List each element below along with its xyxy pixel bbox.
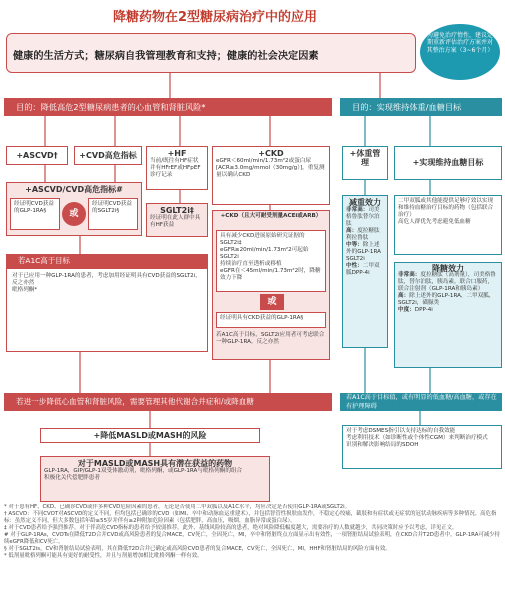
ckd-bullet-1: eGFR≥20ml/min/1.73m²2可起始SGLT2i — [220, 247, 309, 260]
support-bullets-box — [342, 425, 502, 469]
a1c-left-bullet-2: 吡格列酮* — [12, 287, 38, 293]
a1c-left-band: 若A1C高于目标 — [6, 254, 208, 268]
footnote-3: ‡ 对于CVD患者给予强烈推荐。对于伴高危CVD指标的患者给予较弱推荐。此外，基线风险较高的患者，绝对风险降低幅度越大，需要治疗的人数就越少，共同决策时应予以考虑，详见正文。 — [4, 525, 458, 531]
glucose-level-2: 高：除上述外的GLP-1RA，二甲双胍，SGLT2i，磺脲类 — [398, 293, 495, 306]
masld-drugs-extra: 积极化关代偿肥胖患者 — [44, 475, 100, 481]
cvd-marker-box: +CVD高危指标 — [74, 146, 142, 165]
masld-risk-box: +降低MASLD或MASH的风险 — [40, 428, 260, 443]
hf-box — [146, 146, 208, 190]
masld-drugs-box — [40, 456, 270, 502]
ckd-sglt2-box — [216, 230, 326, 292]
glucose-bullets-box — [394, 195, 502, 255]
footnote-1: * 对于患有HF、CKD、已确诊CVD或伴多种CVD危险因素的患者，无论是否使用二甲双胍以及A1C水平，均应决定是否使用GLP-1RA或SGLT2i。 — [4, 504, 351, 510]
glucose-bullet-2: 高危人群优先考虑避免低血糖 — [398, 219, 471, 225]
goal-weight-glucose-band: 目的：实现维持体重/血糖目标 — [340, 98, 502, 116]
weight-level-1: 非常高：司美格鲁肽替尔泊肽 — [346, 207, 380, 227]
weight-efficacy-head: 减重效力 — [349, 198, 381, 207]
sglt2i-hf-body: 经证明在此人群中具有HF获益 — [150, 215, 201, 228]
goal-cardiorenal-band: 目的：降低高危2型糖尿病患者的心血管和肾脏风险* — [4, 98, 332, 116]
a1c-mid-text: 若A1C高于目标，SGLT2i应用者可考虑联合一种GLP-1RA，反之亦然 — [216, 332, 325, 345]
footnote-5: § 对于SGLT2is，CV和肾脏结局试验表明，其在降低T2D合并已确定或高风险CVD患者的复合MACE，CV死亡，全因死亡，MI，HHF和肾脏结局的风险方面有效。 — [4, 546, 391, 552]
ascvd-box: +ASCVD† — [6, 146, 68, 165]
weight-level-4: 中性：二甲双胍DPP-4i — [346, 263, 380, 276]
ckd-box — [212, 146, 330, 205]
ckd-acei-head: +CKD（且大可耐受剂量ACEi或ARB） — [220, 213, 322, 219]
glucose-efficacy-head: 降糖效力 — [432, 264, 464, 273]
support-bullet-2: 考虑利用技术（如诊断性或个体性CGM）来判断治疗模式 — [346, 435, 488, 441]
hf-head: +HF — [167, 149, 187, 158]
glp1-proven-box: 经证明CVD获益的GLP-1RA§ — [10, 198, 60, 230]
further-risk-band: 若进一步降低心血管和肾脏风险，需要管理其他代谢合并症和/或降血糖 — [4, 393, 332, 411]
support-bullet-3: 识别和解决影响结局的SDOH — [346, 442, 419, 448]
hf-body: 当前/既往有HF症状并有HFrEF或HFpEF诊疗记录 — [150, 158, 201, 178]
sglt2i-hf-head: SGLT2i‡ — [160, 206, 194, 215]
glucose-bullet-1: 二甲双胍或其他能提供足够疗效以实现和维持血糖治疗目标的药物（包括联合治疗） — [398, 198, 494, 218]
masld-drugs-head: 对于MASLD或MASH具有潜在获益的药物 — [77, 459, 233, 468]
reassess-badge: 为避免治疗惰性，建议定期重新评估治疗方案并对其整治方案（3~6个月） — [420, 24, 500, 80]
a1c-left-bullet-1: 对于已应用一种GLP-1RA的患者，考虑加用经证明具有CVD获益的SGLT2i，反之亦然 — [12, 273, 201, 286]
lifestyle-headline: 健康的生活方式；糖尿病自我管理教育和支持；健康的社会决定因素 — [6, 33, 416, 73]
glp1-ckd-box: 经证明具有CKD获益的GLP-1RA§ — [216, 312, 326, 328]
footnote-6: * 低剂量吡格列酮可能具有更好的耐受性，并且与剂量增加相比吡格列酮一样有效。 — [4, 553, 203, 559]
or-rect: 或 — [260, 294, 284, 310]
glucose-level-3: 中度：DPP-4i — [398, 307, 433, 313]
page-title: 降糖药物在2型糖尿病治疗中的应用 — [112, 10, 318, 25]
ckd-bullet-2: 持续治疗直至透析或移植 — [220, 261, 282, 267]
ckd-sglt2-body: 具有减少CKD进展原始研究证据的SGLT2i‡ — [220, 233, 305, 246]
weight-level-2: 高：度拉糖肽利拉鲁肽 — [346, 228, 380, 241]
weight-mgmt-box: +体重管理 — [342, 146, 388, 180]
ckd-head: +CKD — [258, 149, 284, 158]
glucose-goal-box: +实现维持血糖目标 — [394, 146, 502, 180]
glucose-level-1: 非常高：度拉糖肽（高剂量），司美格鲁肽，替尔泊肽，胰岛素，联合口服药，联合注射剂（GLP-1RA和胰岛素） — [398, 272, 496, 292]
footnotes — [4, 504, 501, 598]
a1c-left-box — [6, 268, 208, 352]
ckd-body: eGFR＜60ml/min/1.73m²2或蛋白尿[ACR≥3.0mg/mmol（30mg/g）]，重复测量以确认CKD — [216, 158, 325, 178]
glucose-efficacy-box — [394, 262, 502, 368]
ascvd-combo-head: +ASCVD/CVD高危指标# — [25, 185, 123, 194]
weight-level-3: 中等：除上述外的GLP-1RA SGLT2i — [346, 242, 381, 262]
sglt2i-hf-box — [146, 203, 208, 237]
support-bullet-1: 对于考虑DSMES指引以支持达标的自我效能 — [346, 428, 456, 434]
ckd-bullet-3: eGFR在＜45ml/min/1.73m²2时，降糖效力下降 — [220, 268, 321, 281]
footnote-2: † ASCVD：不同CVOT对ASCVD的定义不同，但均包括已确诊的CVD（如MI、卒中和动脉血运重建术），并包括智管性损肤血发作，不稳定心绞痛，截肢和有症状或无症状的冠状动脉疾病等多种情况。高危指标：虽然定义不同，但大多数包括年龄≥55岁并伴有≥2种附加危险因素（包括肥胖，高血压，吸烟，血脂异常或蛋白尿）。 — [4, 511, 497, 524]
weight-efficacy-box — [342, 195, 388, 348]
or-circle: 或 — [62, 202, 86, 226]
footnote-4: # 对于GLP-1RAs，CVOTs在降低T2D合并CVD或高风险患者的复合MACE，CV死亡，全因死亡，MI，卒中和肾脏终点方面显示出有效性，一项肾脏结局试验表明，在CKD合并T2D患者中，GLP-1RA可减少持续eGFR降低和CV死亡。 — [4, 532, 500, 545]
further-glucose-band: 若A1C高于目标值，或有明显的低血糖/高血糖，或存在有护理障碍 — [340, 393, 502, 411]
masld-drugs-body: GLP-1RA，GIP/GLP-1双受体激动剂，吡格列酮，或GLP-1RA与吡格列酮的组合 — [44, 468, 243, 474]
sglt2-proven-box: 经证明CVD获益的SGLT2i§ — [88, 198, 138, 230]
